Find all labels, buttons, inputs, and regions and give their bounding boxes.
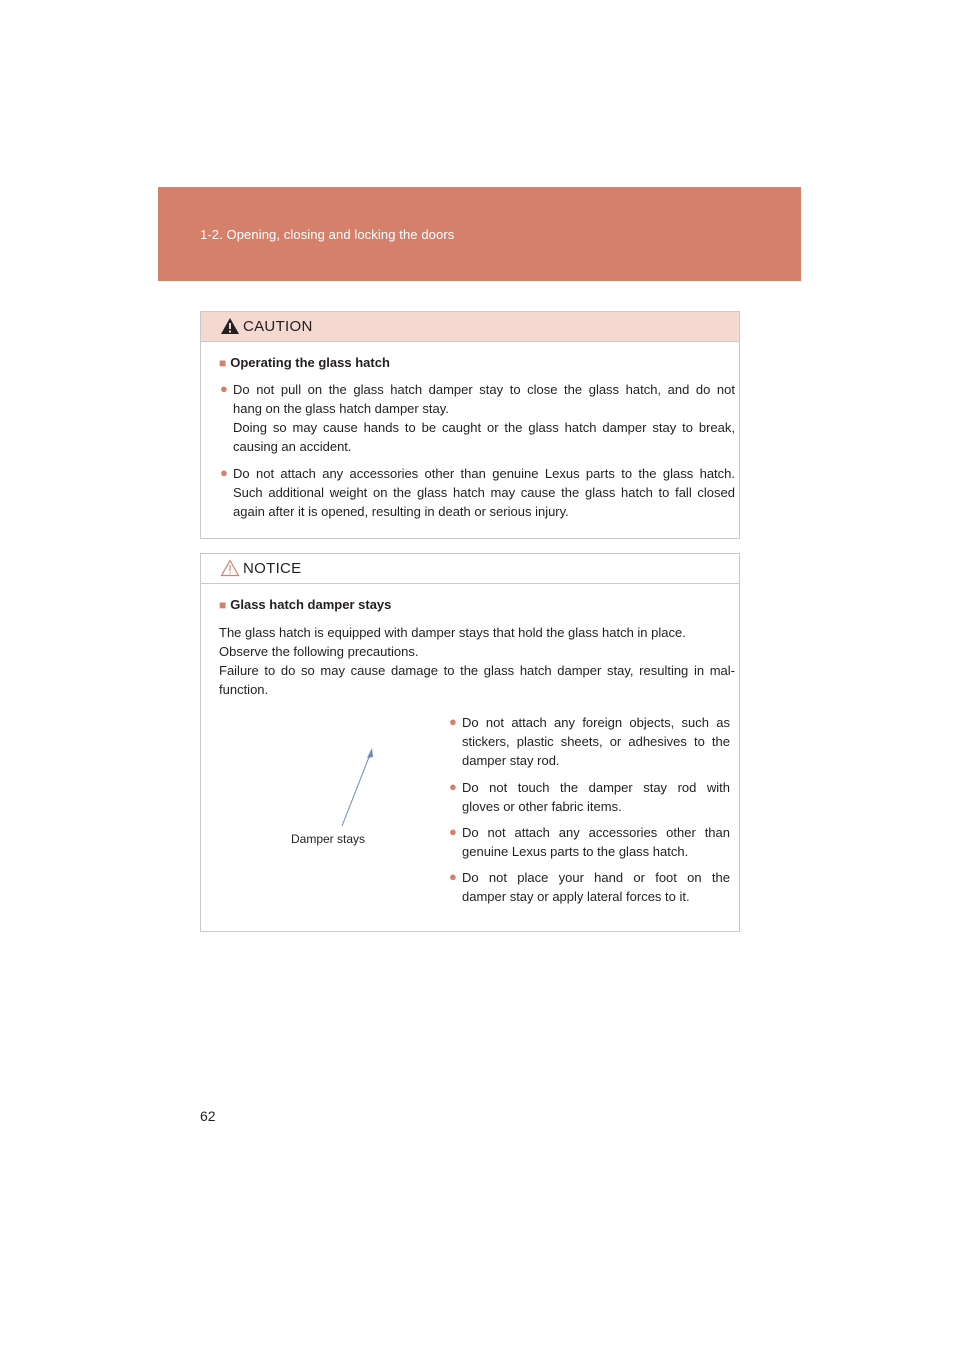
notice-intro: The glass hatch is equipped with damper stays that hold the glass hatch in place. Observe the following precautions. Failure to do so may cause damage to the glass hatch damper stay, resulting in mal- function.: [219, 625, 735, 697]
caution-box: CAUTION ■ Operating the glass hatch ● Do not pull on the glass hatch damper stay to close the glass hatch, and do not hang on the glass hatch damper stay. Doing so may cause hands to be caught or the glass hatch damper stay to break, causing an accident. ● Do not attach any accessories other than genuine Lexus parts to the glass hatch. Such additional weight on the glass hatch may cause the glass hatch to fall closed again after it is opened, resulting in death or serious injury.: [200, 311, 740, 539]
warning-triangle-icon: [220, 317, 240, 335]
notice-subheading: ■ Glass hatch damper stays: [219, 597, 392, 612]
notice-bullet-4: Do not place your hand or foot on the damper stay or apply lateral forces to it.: [462, 870, 730, 904]
notice-bullet-1: Do not attach any foreign objects, such as stickers, plastic sheets, or adhesives to the damper stay rod.: [462, 715, 730, 768]
square-bullet-icon: ■: [219, 598, 227, 612]
warning-triangle-outline-icon: [220, 559, 240, 577]
caution-bullet-1: Do not pull on the glass hatch damper stay to close the glass hatch, and do not hang on the glass hatch damper stay. Doing so may cause hands to be caught or the glass hatch damper stay to break, causing an accident.: [233, 382, 735, 454]
notice-header: [201, 554, 739, 584]
caution-subheading: ■ Operating the glass hatch: [219, 355, 390, 370]
page-number: 62: [200, 1108, 216, 1124]
damper-stay-pointer-arrow: [331, 744, 381, 834]
section-title: 1-2. Opening, closing and locking the doors: [200, 227, 455, 242]
caution-header: [201, 312, 739, 342]
caution-bullet-2: Do not attach any accessories other than genuine Lexus parts to the glass hatch. Such additional weight on the glass hatch may cause the glass hatch to fall closed again after it is opened, resulting in death or serious injury.: [233, 466, 735, 519]
section-header-band: [158, 187, 801, 281]
notice-box: NOTICE ■ Glass hatch damper stays The glass hatch is equipped with damper stays that hold the glass hatch in place. Observe the following precautions. Failure to do so may cause damage to the glass hatch damper stay, resulting in mal- function. Damper stays ● Do not attach any foreign objects, such as stickers, plastic sheets, or adhesives to the damper stay rod. ● Do not touch the damper stay rod with gloves or other fabric items. ● Do not attach any accessories other than genuine Lexus parts to the glass hatch. ● Do not place your hand or foot on the damper stay or apply lateral forces to it.: [200, 553, 740, 932]
notice-bullet-3: Do not attach any accessories other than genuine Lexus parts to the glass hatch.: [462, 825, 730, 859]
notice-bullet-2: Do not touch the damper stay rod with gloves or other fabric items.: [462, 780, 730, 814]
square-bullet-icon: ■: [219, 356, 227, 370]
notice-title: NOTICE: [243, 560, 302, 577]
caution-title: CAUTION: [243, 318, 313, 335]
figure-label-damper-stays: Damper stays: [291, 832, 366, 846]
